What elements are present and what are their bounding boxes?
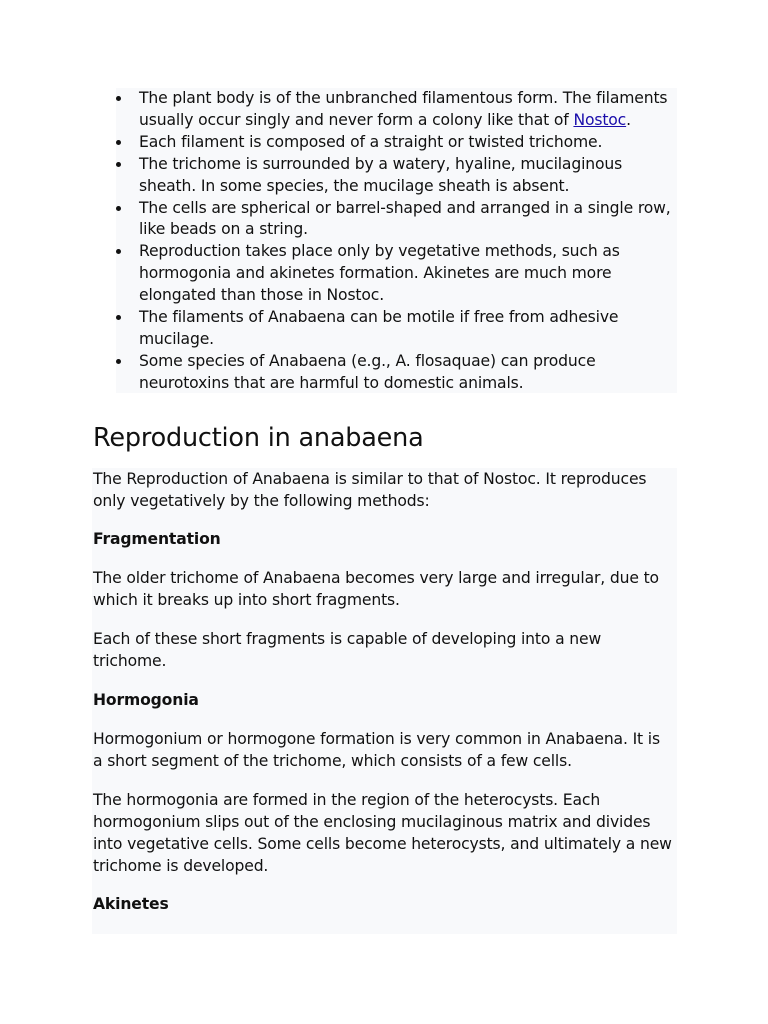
list-item-line: neurotoxins that are harmful to domestic animals. [139,373,524,392]
nostoc-link[interactable]: Nostoc [573,110,627,129]
bullet-icon [116,140,121,145]
bullet-icon [116,249,121,254]
akinetes-heading: Akinetes [93,895,169,913]
fragmentation-paragraph [93,568,659,612]
hormogonia-paragraph [93,729,660,773]
list-item [116,241,677,307]
bullet-icon [116,96,121,101]
list-item-line [139,110,677,132]
list-item-line: Some species of Anabaena (e.g., A. flosaquae) can produce [139,351,596,370]
list-item-line: like beads on a string. [139,220,308,239]
fragmentation-paragraph [93,629,601,673]
hormogonia-heading: Hormogonia [93,691,199,709]
list-item-text: usually occur singly and never form a colony like that of [139,110,574,129]
list-item-line: sheath. In some species, the mucilage sheath is absent. [139,176,570,195]
list-item-line: Each filament is composed of a straight or twisted trichome. [139,132,603,151]
reproduction-section [92,468,677,934]
intro-paragraph [93,469,646,513]
paragraph-line: into vegetative cells. Some cells become heterocysts, and ultimately a new [93,834,672,853]
list-item-line: Reproduction takes place only by vegetative methods, such as [139,242,620,261]
paragraph-line: Hormogonium or hormogone formation is very common in Anabaena. It is [93,730,660,748]
list-item-line: mucilage. [139,329,214,348]
paragraph-line: Each of these short fragments is capable of developing into a new [93,630,602,648]
paragraph-line: The older trichome of Anabaena becomes very large and irregular, due to [93,569,659,587]
hormogonia-paragraph [93,790,672,878]
paragraph-line: a short segment of the trichome, which consists of a few cells. [93,751,572,770]
list-item-line: hormogonia and akinetes formation. Akinetes are much more [139,264,612,283]
bullet-icon [116,315,121,320]
list-item [116,154,677,198]
paragraph-line: hormogonium slips out of the enclosing mucilaginous matrix and divides [93,812,651,831]
section-heading: Reproduction in anabaena [93,423,424,453]
characteristics-section [116,88,677,393]
list-item-line: The cells are spherical or barrel-shaped and arranged in a single row, [139,198,671,217]
paragraph-line: only vegetatively by the following methods: [93,491,430,510]
list-item-line: The plant body is of the unbranched filamentous form. The filaments [139,89,668,107]
bullet-icon [116,162,121,167]
paragraph-line: which it breaks up into short fragments. [93,590,400,609]
list-item-line: The trichome is surrounded by a watery, hyaline, mucilaginous [139,154,623,173]
bullet-icon [116,206,121,211]
list-item-line: The filaments of Anabaena can be motile if free from adhesive [139,308,619,327]
paragraph-line: trichome is developed. [93,856,269,875]
list-item-line: elongated than those in Nostoc. [139,286,385,305]
list-item [116,351,677,395]
list-item [116,198,677,242]
characteristics-list [116,88,677,395]
list-item [116,307,677,351]
fragmentation-heading: Fragmentation [93,530,221,548]
bullet-icon [116,359,121,364]
paragraph-line: trichome. [93,651,167,670]
list-item-text: . [626,110,631,129]
paragraph-line: The hormogonia are formed in the region of the heterocysts. Each [93,791,601,809]
paragraph-line: The Reproduction of Anabaena is similar to that of Nostoc. It reproduces [93,470,647,488]
list-item [116,88,677,132]
list-item [116,132,677,154]
